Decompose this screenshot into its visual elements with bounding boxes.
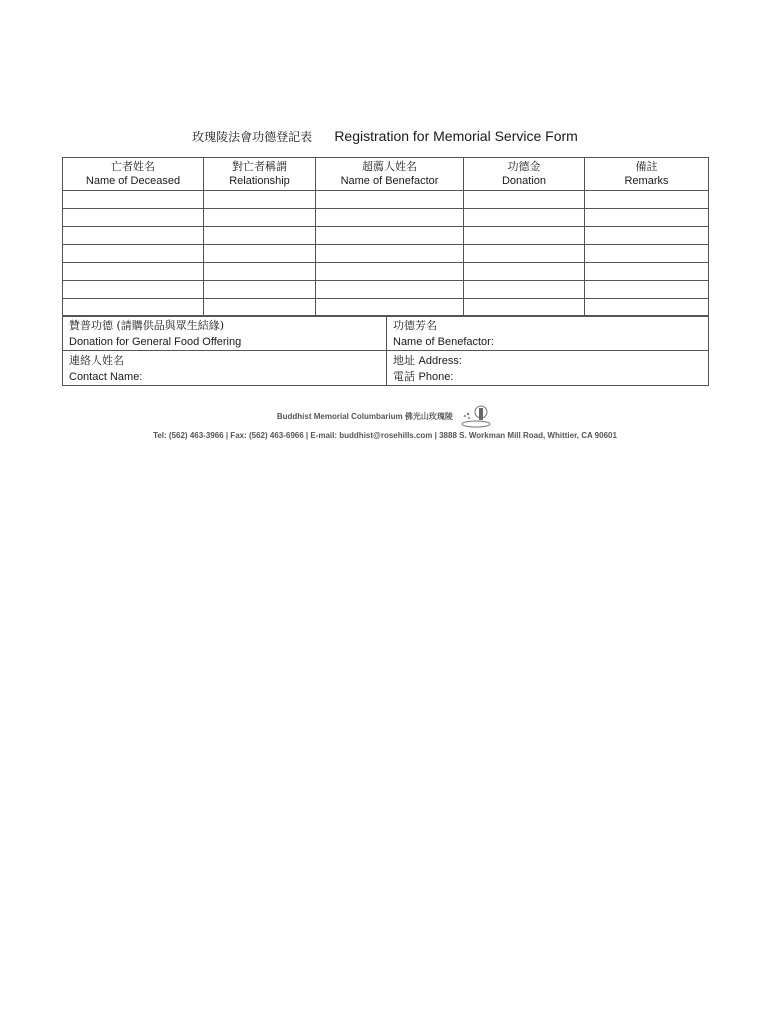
phone-label-en: Phone: [418, 371, 454, 383]
food-offering-label-zh: 贊普功德 (請購供品與眾生結緣) [69, 319, 225, 332]
table-row [63, 281, 709, 299]
table-cell[interactable] [63, 245, 204, 263]
footer-organization [0, 404, 770, 430]
address-label [393, 353, 702, 369]
table-cell[interactable] [464, 263, 585, 281]
address-label-en: Address: [418, 355, 462, 367]
table-cell[interactable] [585, 263, 709, 281]
table-cell[interactable] [63, 209, 204, 227]
header-en: Remarks [624, 175, 669, 187]
table-cell[interactable] [63, 263, 204, 281]
table-cell[interactable] [464, 227, 585, 245]
table-cell[interactable] [63, 299, 204, 317]
header-zh: 功德金 [507, 160, 541, 173]
benefactor-field[interactable] [387, 316, 709, 351]
table-cell[interactable] [316, 263, 464, 281]
table-cell[interactable] [63, 227, 204, 245]
header-en: Relationship [229, 175, 290, 187]
address-phone-field[interactable] [387, 351, 709, 386]
benefactor-label-zh: 功德芳名 [393, 319, 437, 332]
table-row [63, 209, 709, 227]
table-cell[interactable] [585, 245, 709, 263]
table-cell[interactable] [464, 281, 585, 299]
table-cell[interactable] [585, 227, 709, 245]
table-row [63, 263, 709, 281]
header-en: Name of Deceased [85, 175, 181, 187]
phone-label [393, 369, 702, 385]
contact-name-field[interactable] [63, 351, 387, 386]
header-zh: 對亡者稱謂 [232, 160, 287, 173]
table-cell[interactable] [204, 263, 316, 281]
header-relationship [204, 158, 316, 191]
food-offering-label-en: Donation for General Food Offering [69, 336, 242, 348]
header-zh: 備註 [635, 160, 658, 173]
bottom-info-table [62, 315, 709, 386]
table-cell[interactable] [464, 299, 585, 317]
table-cell[interactable] [63, 191, 204, 209]
table-row [63, 227, 709, 245]
table-cell[interactable] [585, 209, 709, 227]
header-zh: 超薦人姓名 [362, 160, 417, 173]
table-cell[interactable] [316, 191, 464, 209]
table-cell[interactable] [316, 209, 464, 227]
table-cell[interactable] [464, 191, 585, 209]
table-cell[interactable] [204, 281, 316, 299]
table-cell[interactable] [464, 209, 585, 227]
food-offering-field[interactable] [63, 316, 387, 351]
table-cell[interactable] [316, 245, 464, 263]
header-zh: 亡者姓名 [111, 160, 155, 173]
benefactor-label-en: Name of Benefactor: [393, 336, 494, 348]
table-cell[interactable] [585, 191, 709, 209]
table-header-row [63, 158, 709, 191]
header-donation [464, 158, 585, 191]
table-cell[interactable] [585, 281, 709, 299]
table-cell[interactable] [204, 245, 316, 263]
header-name-of-benefactor [316, 158, 464, 191]
phone-label-zh: 電話 [393, 370, 415, 383]
footer-contact-line: Tel: (562) 463-3966 | Fax: (562) 463-6966 | E-mail: buddhist@rosehills.com | 3888 S. Workman Mill Road, Whittier, CA 90601 [153, 431, 617, 440]
header-en: Donation [501, 175, 547, 187]
table-cell[interactable] [204, 209, 316, 227]
table-cell[interactable] [316, 299, 464, 317]
address-label-zh: 地址 [393, 354, 415, 367]
form-title [0, 128, 770, 145]
table-cell[interactable] [316, 281, 464, 299]
table-cell[interactable] [204, 191, 316, 209]
table-cell[interactable] [63, 281, 204, 299]
form-title-en: Registration for Memorial Service Form [334, 128, 578, 144]
table-cell[interactable] [585, 299, 709, 317]
org-name-en: Buddhist Memorial Columbarium [276, 412, 403, 422]
header-en: Name of Benefactor [340, 175, 439, 187]
table-cell[interactable] [204, 299, 316, 317]
form-title-zh: 玫瑰陵法會功德登記表 [192, 130, 313, 144]
contact-label-en: Contact Name: [69, 371, 143, 383]
registration-table [62, 157, 709, 317]
org-name-zh: 佛光山玫瑰陵 [404, 411, 453, 422]
table-row [63, 245, 709, 263]
table-cell[interactable] [464, 245, 585, 263]
columbarium-logo-icon [459, 404, 493, 430]
contact-label-zh: 連絡人姓名 [69, 354, 124, 367]
table-cell[interactable] [316, 227, 464, 245]
header-remarks [585, 158, 709, 191]
header-name-of-deceased [63, 158, 204, 191]
table-cell[interactable] [204, 227, 316, 245]
table-row [63, 191, 709, 209]
table-row [63, 299, 709, 317]
